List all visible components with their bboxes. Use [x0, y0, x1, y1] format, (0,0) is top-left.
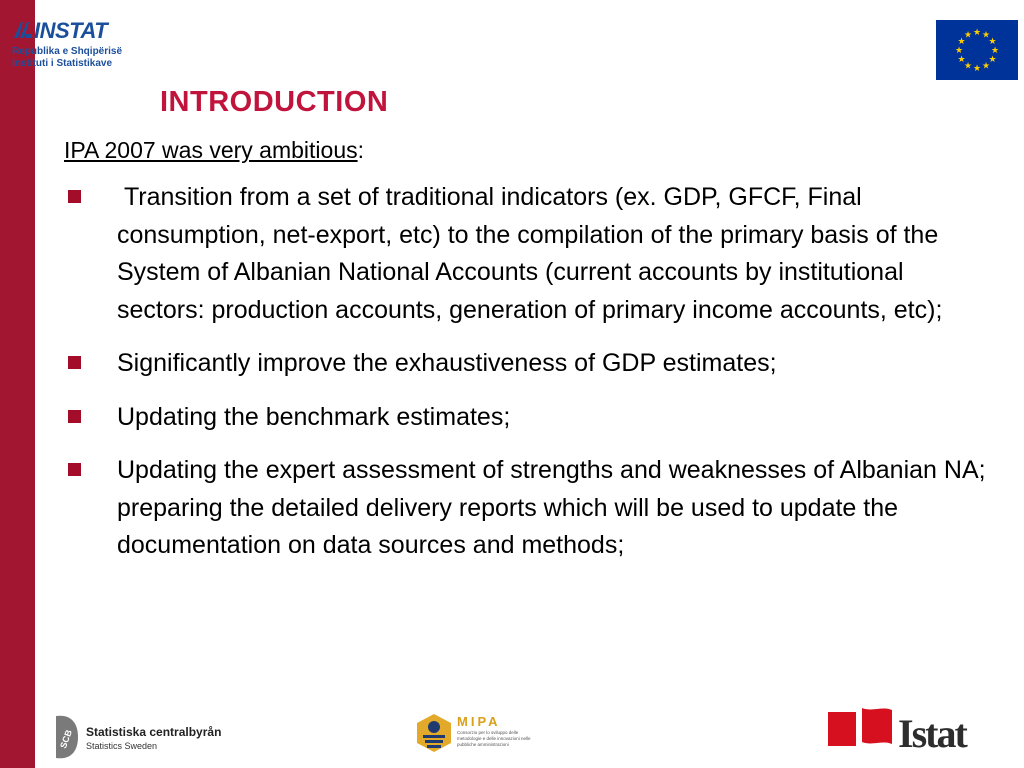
istat-logo: [826, 706, 976, 758]
scb-logo: [52, 712, 237, 764]
bullet-item: [64, 452, 994, 565]
instat-logo-subtitle: [12, 46, 122, 70]
istat-logo-name: Istat: [898, 711, 966, 756]
bullet-text: Transition from a set of traditional indicators (ex. GDP, GFCF, Final consumption, net-export, etc) to the compilation of the primary basis of the System of Albanian National Accounts (current accounts by institutional sectors: production accounts, generation of primary income accounts, etc);: [117, 183, 946, 324]
instat-logo-name: INSTAT: [34, 18, 108, 43]
left-accent-bar: [0, 0, 35, 768]
svg-text:★: ★: [981, 30, 991, 41]
svg-text:★: ★: [972, 64, 982, 74]
scb-emblem-icon: [52, 712, 82, 762]
bullet-text: Updating the benchmark estimates;: [117, 402, 511, 431]
bullet-item: [64, 399, 994, 437]
square-bullet-icon: [68, 356, 81, 369]
instat-logo: [10, 18, 122, 76]
svg-text:★: ★: [957, 55, 966, 65]
instat-mark-icon: [12, 20, 34, 40]
scb-logo-name: Statistiska centralbyrån: [86, 725, 222, 739]
intro-suffix: :: [357, 137, 364, 163]
bullet-item: [64, 345, 994, 383]
svg-text:★: ★: [954, 46, 964, 56]
square-bullet-icon: [68, 463, 81, 476]
instat-subtitle-line2: Instituti i Statistikave: [12, 58, 113, 69]
square-bullet-icon: [68, 410, 81, 423]
bullet-text: Updating the expert assessment of strengths and weaknesses of Albanian NA; preparing the detailed delivery reports which will be used to update the documentation on data sources and methods;: [117, 456, 986, 559]
instat-subtitle-line1: Republika e Shqipërisë: [12, 46, 123, 57]
mipa-logo: [413, 712, 533, 758]
svg-text:SCB: SCB: [58, 728, 74, 750]
intro-line: [64, 135, 994, 165]
svg-text:★: ★: [988, 55, 997, 65]
svg-text:★: ★: [963, 61, 973, 72]
svg-text:★: ★: [981, 61, 991, 72]
mipa-logo-name: MIPA: [457, 714, 501, 729]
istat-flag-icon: [826, 706, 896, 752]
mipa-logo-description: Consorzio per lo sviluppo delle metodologie e delle innovazioni nelle pubbliche amministrazioni: [457, 730, 531, 747]
svg-text:★: ★: [990, 46, 1000, 56]
svg-text:★: ★: [957, 37, 966, 47]
bullet-text: Significantly improve the exhaustiveness of GDP estimates;: [117, 349, 777, 377]
eu-flag-icon: [936, 20, 1018, 80]
bullet-list: [64, 179, 994, 565]
slide-title: INTRODUCTION: [160, 86, 389, 118]
bullet-item: [64, 179, 994, 329]
mipa-emblem-icon: [413, 712, 455, 754]
svg-text:★: ★: [988, 37, 997, 47]
scb-logo-subtitle: Statistics Sweden: [86, 741, 158, 751]
svg-text:★: ★: [972, 28, 982, 38]
square-bullet-icon: [68, 190, 81, 203]
eu-stars-icon: [936, 20, 1018, 80]
svg-text:★: ★: [963, 30, 973, 41]
slide-content: [64, 135, 994, 581]
intro-underlined: IPA 2007 was very ambitious: [64, 137, 358, 163]
